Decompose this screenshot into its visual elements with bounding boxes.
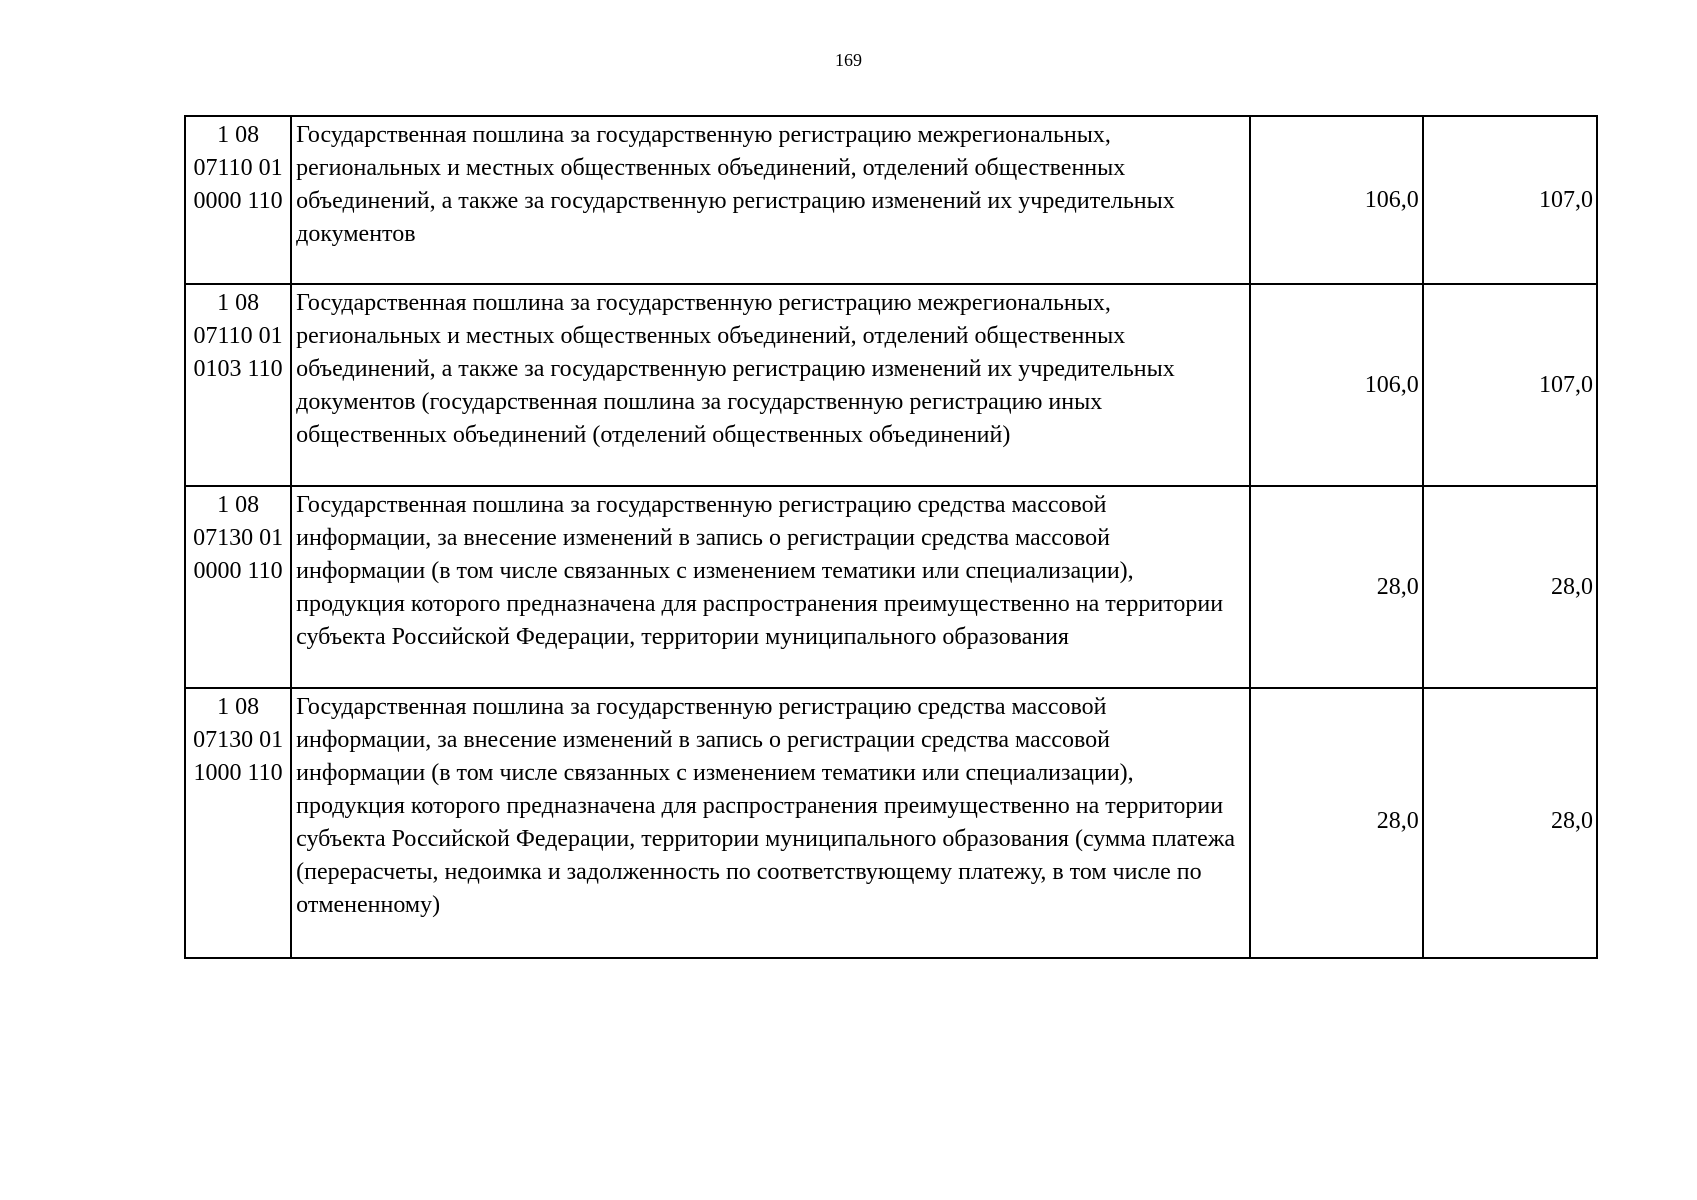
budget-code-line: 1 08 <box>217 694 260 720</box>
budget-code-line: 1000 110 <box>193 760 283 786</box>
revenue-name-cell: Государственная пошлина за государственную регистрацию средства массовой информации, за внесение изменений в запись о регистрации средства массовой информации (в том числе связанных с изменением тематики или специализации), продукция которого предназначена для распространения преимущественно на территории субъекта Российской Федерации, территории муниципального образования (сумма платежа (перерасчеты, недоимка и задолженность по соответствующему платежу, в том числе по отмененному) <box>291 688 1250 958</box>
budget-code-cell <box>185 688 291 958</box>
budget-code-line: 0000 110 <box>193 188 283 214</box>
budget-code-cell <box>185 284 291 486</box>
budget-code-cell <box>185 116 291 284</box>
budget-code-line: 07130 01 <box>193 727 284 753</box>
value-cell-1: 28,0 <box>1250 486 1422 688</box>
budget-code-line: 1 08 <box>217 492 260 518</box>
budget-code-line: 1 08 <box>217 122 260 148</box>
page-number: 169 <box>835 50 862 70</box>
value-cell-2: 107,0 <box>1423 284 1597 486</box>
value-cell-1: 106,0 <box>1250 116 1422 284</box>
value-cell-2: 107,0 <box>1423 116 1597 284</box>
budget-code-line: 07130 01 <box>193 525 284 551</box>
revenue-name-cell: Государственная пошлина за государственную регистрацию межрегиональных, региональных и местных общественных объединений, отделений общественных объединений, а также за государственную регистрацию изменений их учредительных документов <box>291 116 1250 284</box>
budget-code-cell <box>185 486 291 688</box>
table-row <box>185 116 1597 284</box>
table-row <box>185 284 1597 486</box>
table-row <box>185 688 1597 958</box>
budget-code-line: 0000 110 <box>193 558 283 584</box>
revenue-table <box>184 115 1598 959</box>
value-cell-2: 28,0 <box>1423 688 1597 958</box>
table-row <box>185 486 1597 688</box>
value-cell-1: 28,0 <box>1250 688 1422 958</box>
value-cell-1: 106,0 <box>1250 284 1422 486</box>
budget-code-line: 0103 110 <box>193 356 283 382</box>
revenue-name-cell: Государственная пошлина за государственную регистрацию межрегиональных, региональных и местных общественных объединений, отделений общественных объединений, а также за государственную регистрацию изменений их учредительных документов (государственная пошлина за государственную регистрацию иных общественных объединений (отделений общественных объединений) <box>291 284 1250 486</box>
revenue-name-cell: Государственная пошлина за государственную регистрацию средства массовой информации, за внесение изменений в запись о регистрации средства массовой информации (в том числе связанных с изменением тематики или специализации), продукция которого предназначена для распространения преимущественно на территории субъекта Российской Федерации, территории муниципального образования <box>291 486 1250 688</box>
value-cell-2: 28,0 <box>1423 486 1597 688</box>
budget-code-line: 07110 01 <box>193 323 283 349</box>
budget-code-line: 1 08 <box>217 290 260 316</box>
budget-code-line: 07110 01 <box>193 155 283 181</box>
